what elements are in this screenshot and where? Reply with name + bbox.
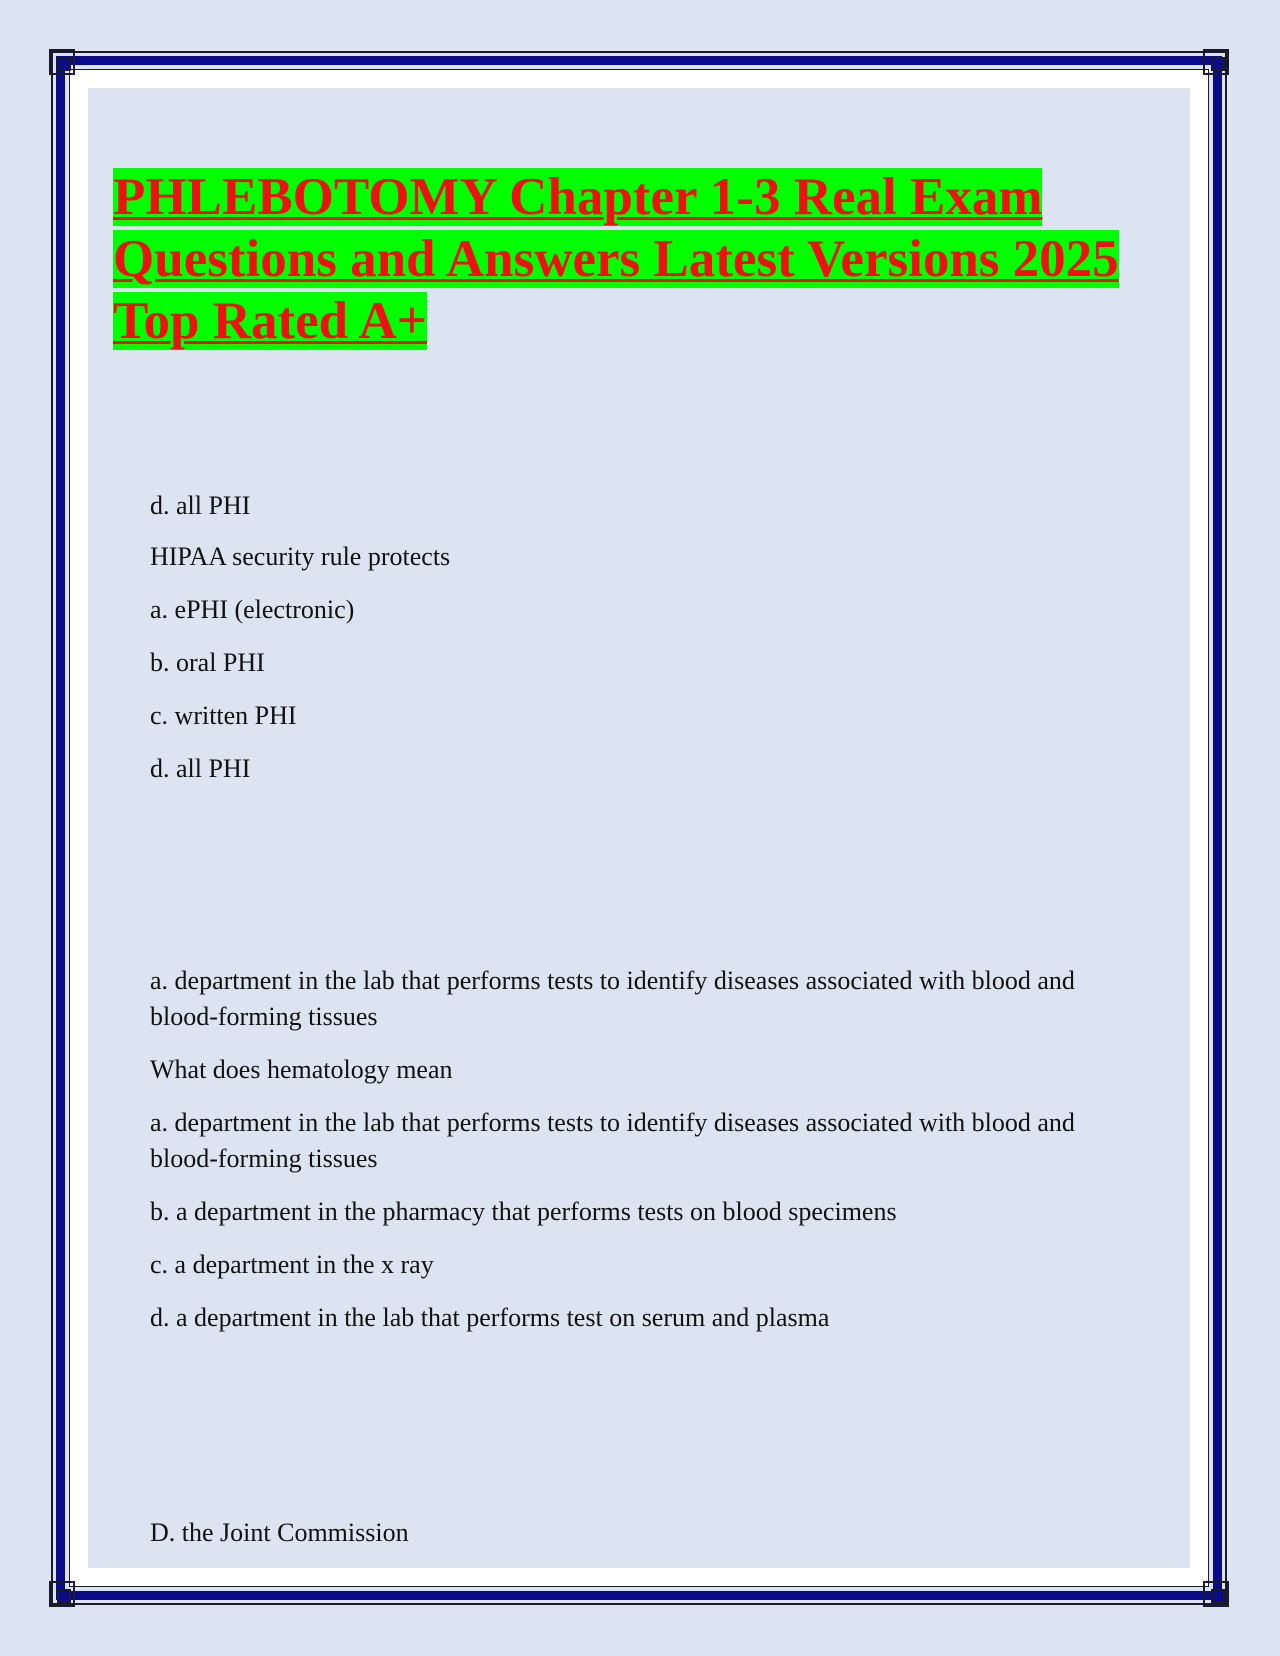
border-corner-ornament xyxy=(49,1581,75,1607)
border-corner-ornament xyxy=(1203,49,1229,75)
answer-line: a. department in the lab that performs tests to identify diseases associated with blood and blood-forming tissues xyxy=(150,966,1075,1031)
border-corner-ornament xyxy=(1203,1581,1229,1607)
option-line: a. ePHI (electronic) xyxy=(150,595,355,624)
question-line: HIPAA security rule protects xyxy=(150,542,451,571)
option-line: c. written PHI xyxy=(150,701,297,730)
option-line: b. a department in the pharmacy that performs tests on blood specimens xyxy=(150,1197,897,1226)
document-content xyxy=(88,88,1190,1568)
question-line: What does hematology mean xyxy=(150,1055,453,1084)
option-line: d. all PHI xyxy=(150,754,251,783)
document-title-text: PHLEBOTOMY Chapter 1-3 Real Exam Questions and Answers Latest Versions 2025 Top Rated A+ xyxy=(113,168,1119,350)
option-line: d. a department in the lab that performs test on serum and plasma xyxy=(150,1303,830,1332)
answer-line: d. all PHI xyxy=(150,491,251,520)
document-title xyxy=(113,166,1173,352)
option-line: b. oral PHI xyxy=(150,648,265,677)
option-line: a. department in the lab that performs tests to identify diseases associated with blood and blood-forming tissues xyxy=(150,1108,1075,1173)
option-line: c. a department in the x ray xyxy=(150,1250,434,1279)
border-corner-ornament xyxy=(49,49,75,75)
answer-line: D. the Joint Commission xyxy=(150,1518,409,1547)
